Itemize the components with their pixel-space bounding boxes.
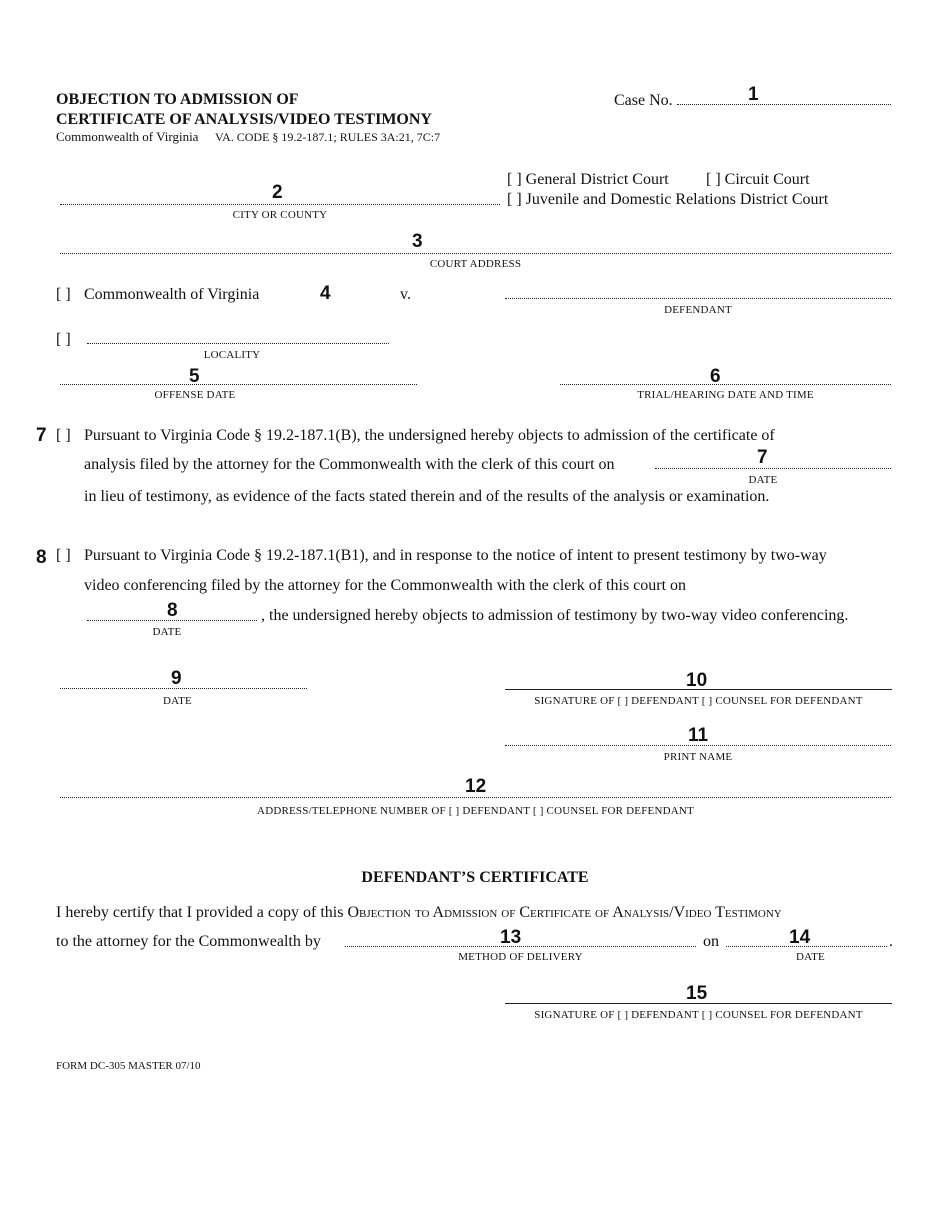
signature-marker: 10 xyxy=(686,670,708,691)
print-name-label: PRINT NAME xyxy=(663,751,733,763)
circuit-court-option[interactable]: [ ] Circuit Court xyxy=(706,171,810,188)
court-address-label: COURT ADDRESS xyxy=(429,258,522,270)
case-no-field[interactable] xyxy=(677,104,891,105)
court-address-field[interactable] xyxy=(60,253,891,254)
versus-text: v. xyxy=(400,286,411,303)
form-title-line1: OBJECTION TO ADMISSION OF xyxy=(56,91,299,108)
offense-date-marker: 5 xyxy=(189,366,200,387)
locality-label: LOCALITY xyxy=(203,349,261,361)
signature-date-label: DATE xyxy=(163,695,192,707)
case-no-marker: 1 xyxy=(748,84,759,105)
section8-line1: Pursuant to Virginia Code § 19.2-187.1(B1), and in response to the notice of intent to present testimony by two-way xyxy=(84,547,827,564)
section8-date-marker: 8 xyxy=(167,600,178,621)
section7-line3: in lieu of testimony, as evidence of the facts stated therein and of the results of the analysis or examination. xyxy=(84,488,770,505)
certificate-line1-text: I hereby certify that I provided a copy of this xyxy=(56,904,348,921)
section8-line2: video conferencing filed by the attorney for the Commonwealth with the clerk of this court on xyxy=(84,577,687,594)
section7-date-marker: 7 xyxy=(757,447,768,468)
certificate-date-marker: 14 xyxy=(789,927,811,948)
delivery-method-label: METHOD OF DELIVERY xyxy=(458,951,583,963)
certificate-date-label: DATE xyxy=(796,951,825,963)
locality-checkbox[interactable]: [ ] xyxy=(56,331,71,348)
offense-date-label: OFFENSE DATE xyxy=(154,389,236,401)
defendant-field[interactable] xyxy=(505,298,891,299)
section8-date-label: DATE xyxy=(152,626,182,638)
signature-date-marker: 9 xyxy=(171,668,182,689)
trial-date-marker: 6 xyxy=(710,366,721,387)
section7-marker: 7 xyxy=(36,425,47,446)
case-no-label: Case No. xyxy=(614,92,673,109)
form-title-line2: CERTIFICATE OF ANALYSIS/VIDEO TESTIMONY xyxy=(56,111,432,128)
city-county-marker: 2 xyxy=(272,182,283,203)
section7-date-field[interactable] xyxy=(655,468,891,469)
on-text: on xyxy=(703,933,719,950)
section8-marker: 8 xyxy=(36,547,47,568)
certificate-line1 xyxy=(56,904,782,922)
certificate-form-name: Objection to Admission of Certificate of Analysis/Video Testimony xyxy=(347,904,782,921)
address-telephone-field[interactable] xyxy=(60,797,891,798)
section7-date-label: DATE xyxy=(748,474,778,486)
jurisdiction-text: Commonwealth of Virginia xyxy=(56,129,199,144)
certificate-signature-label: SIGNATURE OF [ ] DEFENDANT [ ] COUNSEL FOR DEFENDANT xyxy=(534,1009,863,1021)
commonwealth-checkbox[interactable]: [ ] xyxy=(56,286,71,303)
signature-label: SIGNATURE OF [ ] DEFENDANT [ ] COUNSEL FOR DEFENDANT xyxy=(534,695,863,707)
form-subtitle xyxy=(56,129,440,145)
section7-line2: analysis filed by the attorney for the Commonwealth with the clerk of this court on xyxy=(84,456,615,473)
signature-date-field[interactable] xyxy=(60,688,307,689)
parties-marker: 4 xyxy=(320,283,331,304)
form-id: FORM DC-305 MASTER 07/10 xyxy=(56,1060,201,1072)
court-address-marker: 3 xyxy=(412,231,423,252)
general-district-court-option[interactable]: [ ] General District Court xyxy=(507,171,669,188)
certificate-line2: to the attorney for the Commonwealth by xyxy=(56,933,321,950)
code-reference: VA. CODE § 19.2-187.1; RULES 3A:21, 7C:7 xyxy=(214,130,441,144)
city-county-field[interactable] xyxy=(60,204,500,205)
delivery-method-marker: 13 xyxy=(500,927,522,948)
section7-line1: Pursuant to Virginia Code § 19.2-187.1(B), the undersigned hereby objects to admission of the certificate of xyxy=(84,427,775,444)
offense-date-field[interactable] xyxy=(60,384,417,385)
section8-checkbox[interactable]: [ ] xyxy=(56,547,71,564)
commonwealth-label: Commonwealth of Virginia xyxy=(84,286,260,303)
address-telephone-marker: 12 xyxy=(465,776,487,797)
section7-checkbox[interactable]: [ ] xyxy=(56,427,71,444)
certificate-signature-marker: 15 xyxy=(686,983,708,1004)
juvenile-court-option[interactable]: [ ] Juvenile and Domestic Relations District Court xyxy=(507,191,829,208)
certificate-heading: DEFENDANT’S CERTIFICATE xyxy=(361,869,589,886)
defendant-label: DEFENDANT xyxy=(664,304,732,316)
certificate-period: . xyxy=(889,933,893,950)
locality-field[interactable] xyxy=(87,343,389,344)
address-telephone-label: ADDRESS/TELEPHONE NUMBER OF [ ] DEFENDANT [ ] COUNSEL FOR DEFENDANT xyxy=(257,805,694,817)
trial-date-label: TRIAL/HEARING DATE AND TIME xyxy=(637,389,814,401)
section8-line3: , the undersigned hereby objects to admission of testimony by two-way video conferencing. xyxy=(261,607,849,624)
trial-date-field[interactable] xyxy=(560,384,891,385)
city-county-label: CITY OR COUNTY xyxy=(232,209,328,221)
print-name-marker: 11 xyxy=(688,725,709,746)
